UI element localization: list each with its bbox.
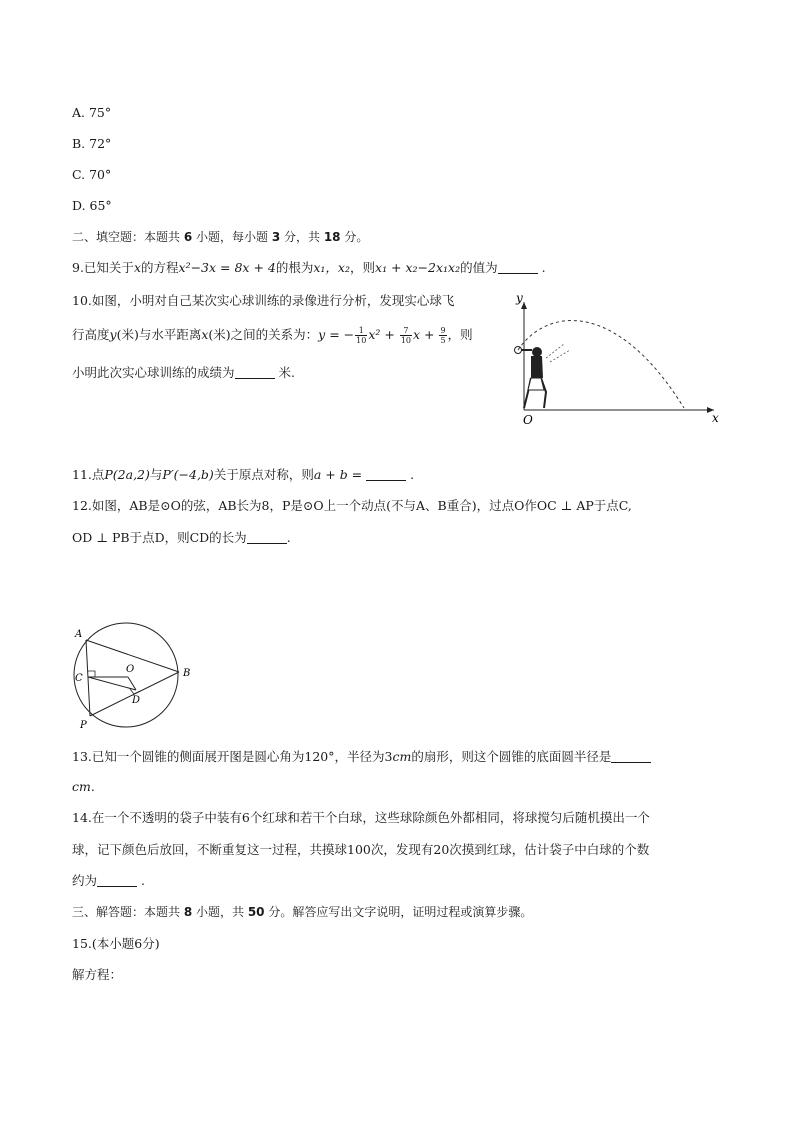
circle-chord-figure: [66, 622, 196, 734]
segment-ap: [86, 640, 90, 716]
origin-label: O: [523, 413, 533, 427]
option-d: D. 65°: [72, 198, 112, 213]
question-12-line-2: OD ⊥ PB于点D，则CD的长为 .: [72, 530, 291, 545]
answer-blank[interactable]: [366, 468, 406, 481]
question-14-line-2: 球，记下颜色后放回，不断重复这一过程，共摸球100次，发现有20次摸到红球，估计袋子中白球的个数: [72, 842, 650, 857]
question-14-line-1: 14.在一个不透明的袋子中装有6个红球和若干个白球，这些球除颜色外都相同，将球搅匀后随机摸出一个: [72, 810, 650, 825]
option-c: C. 70°: [72, 167, 112, 182]
label-b: B: [183, 668, 191, 679]
label-o: O: [126, 664, 135, 675]
label-a: A: [75, 629, 83, 640]
question-13-line-1: 13.已知一个圆锥的侧面展开图是圆心角为120°，半径为3cm的扇形，则这个圆锥的底面圆半径是: [72, 748, 651, 766]
label-d: D: [132, 695, 141, 706]
question-13-line-2: cm.: [72, 779, 95, 794]
answer-blank[interactable]: [498, 261, 538, 274]
question-15-title: 15.(本小题6分): [72, 936, 160, 951]
right-angle-c: [88, 671, 95, 677]
question-10-line-2: 行高度y(米)与水平距离x(米)之间的关系为：y = − $\frac{1}{10}$ x² + $\frac{7}{10}$ x + $\frac{9}{5}$ ，则: [72, 326, 473, 345]
shot-put-figure: [506, 288, 726, 428]
answer-blank[interactable]: [235, 366, 275, 379]
option-b: B. 72°: [72, 136, 112, 151]
ball-trajectory: [518, 321, 684, 408]
answer-blank[interactable]: [611, 750, 651, 763]
question-11: 11.点P(2a,2)与P′(−4,b)关于原点对称，则a + b = .: [72, 467, 415, 482]
question-14-line-3: 约为 .: [72, 873, 145, 888]
answer-blank[interactable]: [97, 874, 137, 887]
athlete-figure: [515, 347, 547, 409]
y-axis-label: y: [516, 291, 523, 305]
motion-lines: [546, 344, 570, 362]
question-15-instruction: 解方程：: [72, 967, 123, 982]
answer-blank[interactable]: [247, 531, 287, 544]
x-axis-label: x: [712, 411, 719, 425]
section-2-heading: 二、填空题：本题共 6 小题，每小题 3 分，共 18 分。: [72, 230, 369, 244]
label-p: P: [80, 720, 87, 731]
question-12-line-1: 12.如图，AB是⊙O的弦，AB长为8，P是⊙O上一个动点(不与A、B重合)，过点O作OC ⊥ AP于点C,: [72, 498, 632, 513]
question-10-line-3: 小明此次实心球训练的成绩为 米.: [72, 365, 295, 380]
question-10-line-1: 10.如图，小明对自己某次实心球训练的录像进行分析，发现实心球飞: [72, 293, 455, 308]
option-a: A. 75°: [72, 105, 112, 120]
section-3-heading: 三、解答题：本题共 8 小题，共 50 分。解答应写出文字说明，证明过程或演算步骤。: [72, 905, 533, 919]
question-9: 9.已知关于x的方程x²−3x = 8x + 4的根为x₁，x₂，则x₁ + x₂−2x₁x₂的值为 .: [72, 260, 546, 275]
label-c: C: [75, 673, 83, 684]
